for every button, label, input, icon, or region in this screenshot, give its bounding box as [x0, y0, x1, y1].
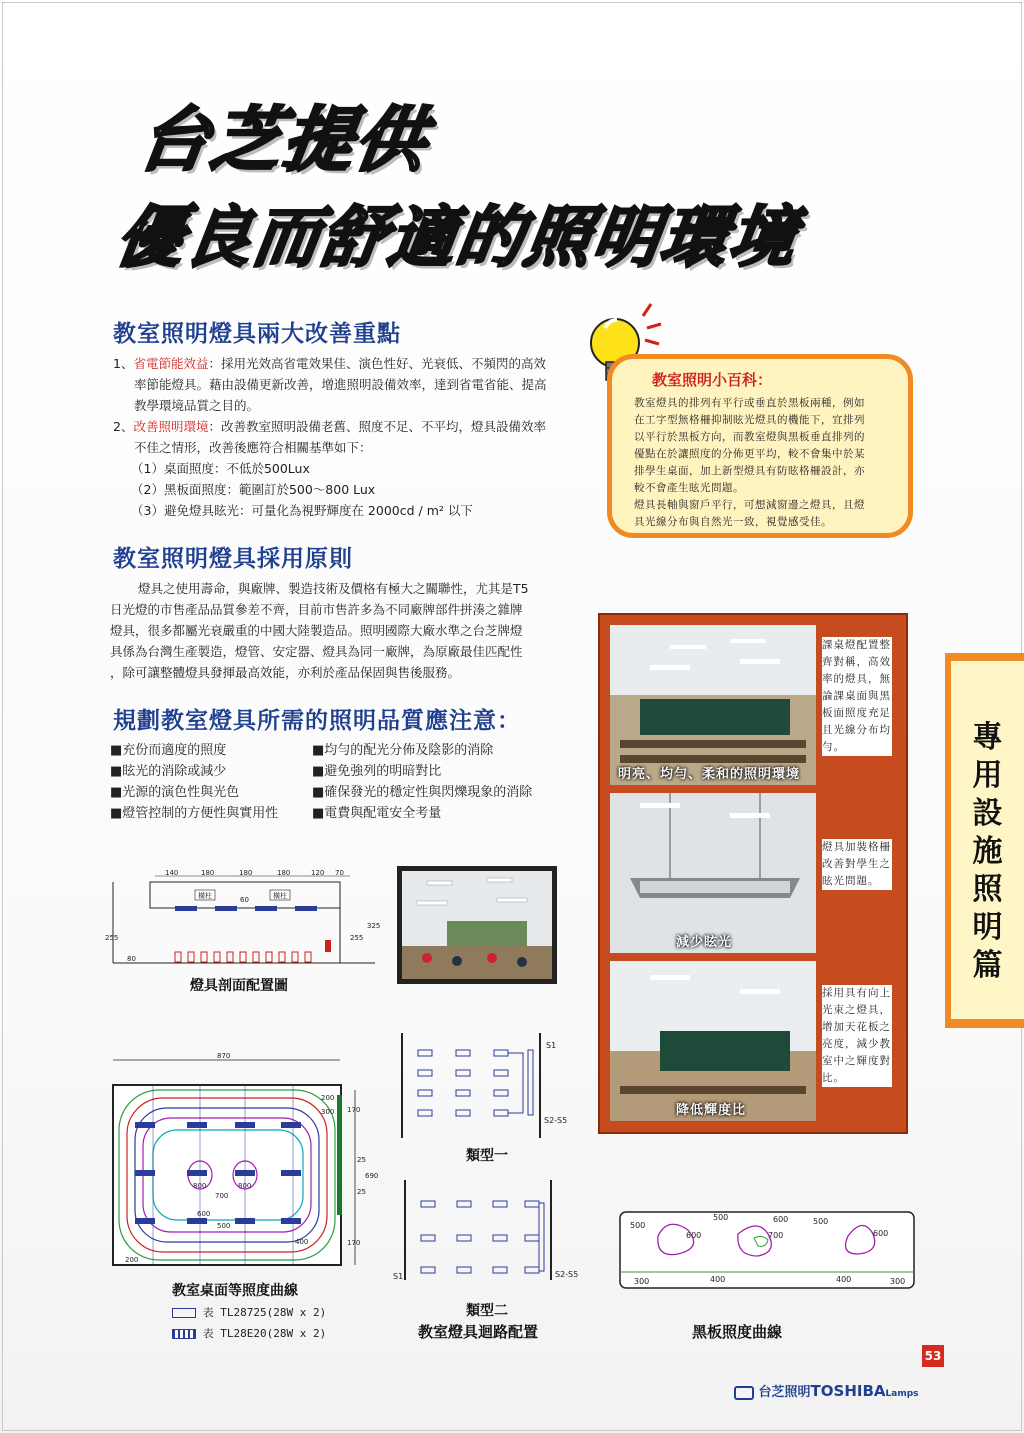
section3-left-list: [110, 740, 278, 824]
board-value: 600: [686, 1231, 702, 1240]
list-item: ■充份而適度的照度: [110, 743, 227, 758]
side-tab-label: 專用設施照明篇: [951, 661, 1024, 1019]
isolux-title: 教室桌面等照度曲線: [172, 1283, 298, 1299]
iso-value: 400: [295, 1238, 309, 1246]
board-value: 500: [713, 1213, 729, 1222]
tip-line: 以平行於黑板方向，而教室燈與黑板垂直排列的: [634, 431, 865, 443]
type2-label: 類型二: [466, 1303, 508, 1319]
board-value: 300: [634, 1277, 650, 1286]
brand-en: TOSHIBA: [810, 1382, 886, 1400]
dim-label: 25: [357, 1156, 366, 1164]
tip-line: 在工字型無格柵抑制眩光燈具的機能下，宜排列: [634, 414, 865, 426]
list-item: ■確保發光的穩定性與閃爍現象的消除: [312, 785, 533, 800]
circuit-label: S1: [393, 1272, 404, 1281]
section-diagram-title: 燈具剖面配置圖: [190, 978, 288, 994]
iso-value: 700: [215, 1192, 229, 1200]
fixture-icon: [172, 1308, 196, 1318]
dim-label: 80: [127, 955, 136, 963]
brand-cn: 台芝照明: [758, 1385, 811, 1400]
tip-line: 燈具長軸與窗戶平行，可想減窗邊之燈具，且燈: [634, 499, 865, 511]
circuit-type2-diagram: [393, 1175, 583, 1290]
item1-prefix: 1、: [113, 356, 134, 371]
classroom-photo-3: [610, 961, 816, 1121]
section2-line: ，除可讓整體燈具發揮最高效能，亦利於產品保固與售後服務。: [110, 665, 461, 680]
standard-1: （1）桌面照度：不低於500Lux: [131, 461, 310, 476]
brand-suffix: Lamps: [885, 1389, 919, 1399]
section1-body: [113, 353, 593, 521]
standard-3: （3）避免燈具眩光：可量化為視野輝度在 2000cd / m² 以下: [131, 503, 473, 518]
board-value: 400: [710, 1275, 726, 1284]
classroom-photo-small: [397, 866, 557, 984]
classroom-photo-2: [610, 793, 816, 953]
item2-text: ：改善教室照明設備老舊、照度不足、不平均，燈具設備效率: [208, 419, 546, 434]
item1-line2: 率節能燈具。藉由設備更新改善，增進照明設備效率，達到省電省能、提高: [134, 377, 547, 392]
iso-value: 600: [197, 1210, 211, 1218]
board-value: 600: [873, 1229, 889, 1238]
dim-label: 180: [239, 869, 253, 877]
item1-text: ：採用光效高省電效果佳、演色性好、光衰低、不頻閃的高效: [208, 356, 546, 371]
list-item: ■電費與配電安全考量: [312, 806, 442, 821]
dim-label: 255: [350, 934, 364, 942]
footer-brand: [734, 1381, 919, 1400]
iso-value: 800: [238, 1182, 252, 1190]
photo-note: 燈具加裝格柵改善對學生之眩光問題。: [822, 839, 892, 890]
section2-line: 燈具之使用壽命，與廠牌、製造技術及價格有極大之關聯性，尤其是T5: [138, 581, 529, 596]
isolux-diagram: [105, 1050, 390, 1270]
brand-logo-icon: [734, 1386, 754, 1400]
item2-line2: 不佳之情形，改善後應符合相關基準如下：: [134, 440, 372, 455]
title-line1: 台芝提供: [133, 99, 433, 181]
dim-label: 140: [165, 869, 179, 877]
dim-label: 180: [277, 869, 291, 877]
dim-label: 60: [240, 896, 249, 904]
dim-label: 180: [201, 869, 215, 877]
blackboard-title: 黑板照度曲線: [692, 1323, 783, 1341]
item1-line3: 教學環境品質之目的。: [134, 398, 260, 413]
section2-line: 日光燈的市售產品品質參差不齊，目前市售許多為不同廠牌部件拼湊之雜牌: [110, 602, 523, 617]
list-item: ■燈管控制的方便性與實用性: [110, 806, 279, 821]
board-value: 500: [813, 1217, 829, 1226]
circuit-label: S2-S5: [555, 1270, 579, 1279]
section2-body: [110, 578, 585, 683]
circuit-label: S2-S5: [544, 1116, 568, 1125]
legend-1: 表 TL28725(28W x 2): [172, 1304, 326, 1320]
section2-heading: 教室照明燈具採用原則: [113, 546, 353, 572]
tip-line: 排學生桌面，加上新型燈具有防眩格柵設計，亦: [634, 465, 865, 477]
board-value: 300: [890, 1277, 906, 1286]
tip-box: [607, 354, 913, 538]
circuit-label: S1: [546, 1041, 557, 1050]
iso-value: 800: [193, 1182, 207, 1190]
list-item: ■均勻的配光分佈及陰影的消除: [312, 743, 494, 758]
blackboard-isolux-diagram: [618, 1208, 918, 1293]
item2-key: 改善照明環境: [133, 419, 209, 434]
title-line2: 優良而舒適的照明環境: [111, 199, 803, 276]
dim-label: 120: [311, 869, 325, 877]
list-item: ■眩光的消除或減少: [110, 764, 227, 779]
section2-line: 燈具，很多都屬光衰嚴重的中國大陸製造品。照明國際大廠水準之台芝牌燈: [110, 623, 523, 638]
tip-title: 教室照明小百科：: [652, 371, 773, 389]
photo-caption: 減少眩光: [676, 935, 733, 950]
board-value: 700: [768, 1231, 784, 1240]
photo-panel: [598, 613, 908, 1134]
iso-value: 200: [321, 1094, 335, 1102]
list-item: ■光源的演色性與光色: [110, 785, 240, 800]
classroom-photo-1: [610, 625, 816, 785]
dim-label: 70: [335, 869, 344, 877]
tip-line: 較不會產生眩光問題。: [634, 482, 744, 494]
page-number: 53: [922, 1345, 944, 1367]
dim-label: 870: [217, 1052, 231, 1060]
iso-value: 200: [125, 1256, 139, 1264]
list-item: ■避免強列的明暗對比: [312, 764, 442, 779]
circuit-title: 教室燈具迴路配置: [418, 1323, 539, 1341]
section1-heading: 教室照明燈具兩大改善重點: [113, 321, 401, 347]
tip-text: [634, 395, 904, 531]
photo-caption: 降低輝度比: [676, 1103, 747, 1118]
dim-label: 25: [357, 1188, 366, 1196]
dim-label: 170: [347, 1106, 361, 1114]
dim-label: 255: [105, 934, 119, 942]
board-value: 400: [836, 1275, 852, 1284]
fixture-icon: [172, 1329, 196, 1339]
iso-value: 500: [217, 1222, 231, 1230]
board-value: 600: [773, 1215, 789, 1224]
dim-label: 170: [347, 1239, 361, 1247]
photo-caption: 明亮、均勻、柔和的照明環境: [618, 767, 801, 782]
standard-2: （2）黑板面照度：範圍訂於500～800 Lux: [131, 482, 376, 497]
board-value: 500: [630, 1221, 646, 1230]
section3-heading: 規劃教室燈具所需的照明品質應注意：: [113, 708, 521, 734]
circuit-type1-diagram: [398, 1028, 573, 1143]
section-layout-diagram: [105, 868, 390, 968]
legend-2: 表 TL28E20(28W x 2): [172, 1325, 326, 1341]
dim-label: 690: [365, 1172, 379, 1180]
photo-note: 採用具有向上光束之燈具，增加天花板之亮度，減少教室中之輝度對比。: [822, 985, 892, 1087]
item1-key: 省電節能效益: [133, 356, 209, 371]
section3-right-list: [312, 740, 532, 824]
dim-label: 325: [367, 922, 381, 930]
tip-line: 教室燈具的排列有平行或垂直於黑板兩種，例如: [634, 397, 865, 409]
item2-prefix: 2、: [113, 419, 134, 434]
type1-label: 類型一: [466, 1148, 508, 1164]
side-tab: [945, 653, 1024, 1028]
photo-note: 課桌燈配置整齊對稱，高效率的燈具，無論課桌面與黑板面照度充足且光線分布均勻。: [822, 637, 892, 756]
section2-line: 具係為台灣生產製造，燈管、安定器、燈具為同一廠牌，為原廠最佳匹配性: [110, 644, 523, 659]
tip-line: 優點在於讓照度的分佈更平均，較不會集中於某: [634, 448, 865, 460]
iso-value: 300: [321, 1108, 335, 1116]
beam-label: 橫柱: [198, 892, 212, 900]
beam-label: 橫柱: [273, 892, 287, 900]
tip-line: 具光線分布與自然光一致，視覺感受佳。: [634, 516, 832, 528]
